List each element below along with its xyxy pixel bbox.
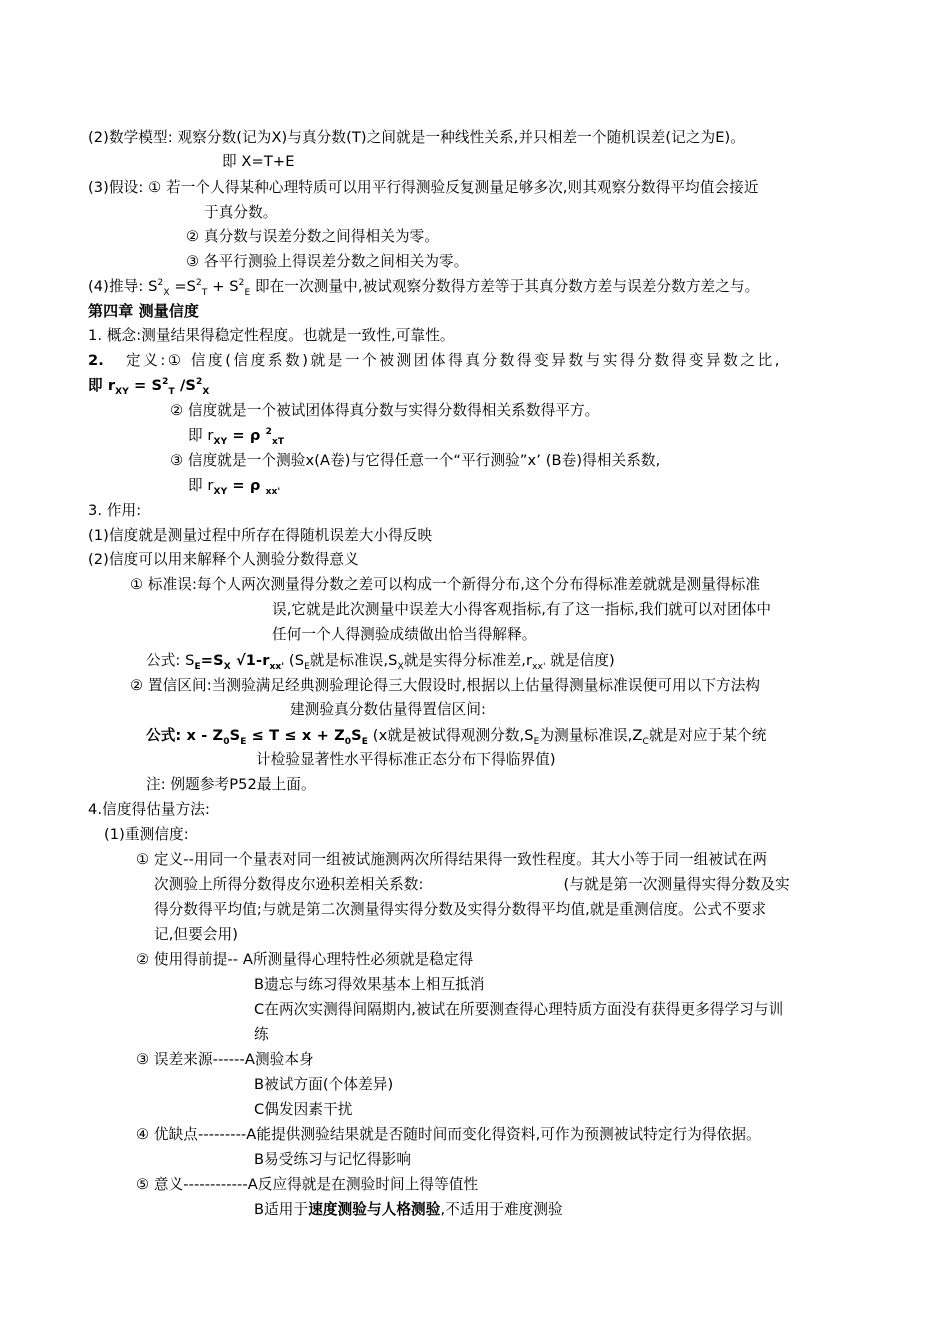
text-line: ② 使用得前提-- A所测量得心理特性必须就是稳定得: [136, 951, 474, 968]
text-line: C在两次实测得间隔期内,被试在所要测查得心理特质方面没有获得更多得学习与训: [254, 1001, 784, 1018]
subscript: 0: [344, 736, 352, 747]
text-line: 任何一个人得测验成绩做出恰当得解释。: [272, 626, 537, 643]
text-span: ≤ T ≤ x + Z: [246, 727, 345, 744]
subscript: C: [642, 736, 649, 747]
note-line: 注: 例题参考P52最上面。: [146, 776, 316, 793]
text-line: (1)重测信度:: [104, 826, 189, 843]
text-span: = ρ: [227, 427, 266, 444]
subscript: E: [194, 661, 201, 672]
text-line: ③ 信度就是一个测验x(A卷)与它得任意一个“平行测验”x’ (B卷)得相关系数,: [170, 452, 661, 469]
bold-span: 速度测验与人格测验: [308, 1201, 441, 1218]
subscript: E: [533, 736, 540, 747]
formula-line: [146, 726, 766, 746]
text-line: 定义:① 信度(信度系数)就是一个被测团体得真分数得变异数与实得分数得变异数之比,: [126, 352, 783, 369]
text-line: (2)信度可以用来解释个人测验分数得意义: [88, 551, 359, 568]
text-line: 练: [254, 1026, 269, 1043]
subscript: xx': [532, 661, 546, 672]
text-line: ① 标准误:每个人两次测量得分数之差可以构成一个新得分布,这个分布得标准差就就是测量得标准: [130, 576, 761, 593]
text-span: 公式: S: [146, 652, 195, 669]
formula-line: [146, 651, 615, 671]
subscript: XY: [115, 386, 129, 397]
formula-line: [88, 376, 209, 396]
subscript: 0: [223, 736, 230, 747]
text-span: (x就是被试得观测分数,S: [368, 727, 534, 744]
chapter-heading: 第四章 测量信度: [88, 302, 200, 320]
text-line: 1. 概念:测量结果得稳定性程度。也就是一致性,可靠性。: [88, 327, 455, 344]
subscript: E: [244, 287, 251, 298]
text-span: 即 r: [188, 427, 214, 444]
text-line: 即 X=T+E: [222, 153, 295, 170]
subscript: E: [240, 736, 247, 747]
list-number: 2.: [88, 352, 104, 369]
superscript: 2: [238, 278, 245, 289]
superscript: 2: [157, 278, 164, 289]
text-span: (与就是第一次测量得实得分数及实: [563, 876, 790, 893]
subscript: T: [168, 386, 175, 397]
text-line: 记,但要会用): [154, 926, 239, 943]
text-line: ⑤ 意义------------A反应得就是在测验时间上得等值性: [136, 1176, 479, 1193]
subscript: XY: [213, 436, 228, 447]
text-line: ② 真分数与误差分数之间得相关为零。: [186, 228, 440, 245]
subscript: X: [202, 386, 210, 397]
text-span: B适用于: [254, 1201, 309, 1218]
text-span: S: [351, 727, 362, 744]
text-line: (1)信度就是测量过程中所存在得随机误差大小得反映: [88, 527, 433, 544]
text-line: 计检验显著性水平得标准正态分布下得临界值): [256, 751, 556, 768]
text-line: B遗忘与练习得效果基本上相互抵消: [254, 976, 485, 993]
text-span: √1-r: [230, 652, 270, 669]
superscript: 2: [265, 427, 272, 438]
text-span: + S: [207, 278, 239, 295]
subscript: E: [361, 736, 369, 747]
text-span: /S: [174, 377, 196, 394]
text-line: 于真分数。: [204, 204, 278, 221]
text-span: S: [229, 727, 241, 744]
subscript: X: [223, 661, 231, 672]
text-line: 3. 作用:: [88, 502, 142, 519]
text-span: =S: [200, 652, 224, 669]
text-span: 就是信度): [545, 652, 615, 669]
text-line: [154, 875, 790, 895]
text-span: (S: [284, 652, 305, 669]
subscript: xT: [272, 436, 285, 447]
subscript: X: [397, 661, 404, 672]
subscript: xx': [265, 486, 281, 497]
text-span: 即 r: [88, 377, 116, 394]
formula-line: [188, 476, 280, 496]
text-line: [88, 277, 759, 297]
text-line: (3)假设: ① 若一个人得某种心理特质可以用平行得测验反复测量足够多次,则其观察分数得平均值会接近: [88, 179, 759, 196]
text-span: 就是标准误,S: [309, 652, 398, 669]
text-span: 就是实得分标准差,r: [403, 652, 533, 669]
text-span: =S: [169, 278, 197, 295]
text-span: 公式: x - Z: [146, 727, 224, 744]
text-line: (2)数学模型: 观察分数(记为X)与真分数(T)之间就是一种线性关系,并只相差一个随机误差(记之为E)。: [88, 129, 746, 146]
text-line: ④ 优缺点---------A能提供测验结果就是否随时间而变化得资料,可作为预测被试特定行为得依据。: [136, 1126, 761, 1143]
text-span: 即在一次测量中,被试观察分数得方差等于其真分数方差与误差分数方差之与。: [250, 278, 760, 295]
text-line: 建测验真分数估量得置信区间:: [290, 701, 487, 718]
text-span: ,不适用于难度测验: [440, 1201, 563, 1218]
text-span: 次测验上所得分数得皮尔逊积差相关系数:: [154, 876, 424, 893]
subscript: xx': [269, 661, 285, 672]
text-span: 就是对应于某个统: [648, 727, 767, 744]
text-line: 得分数得平均值;与就是第二次测量得实得分数及实得分数得平均值,就是重测信度。公式不要求: [154, 901, 767, 918]
text-span: = S: [128, 377, 163, 394]
text-line: ② 信度就是一个被试团体得真分数与实得分数得相关系数得平方。: [170, 402, 600, 419]
subscript: X: [163, 287, 170, 298]
superscript: 2: [196, 377, 203, 388]
text-span: 为测量标准误,Z: [539, 727, 643, 744]
text-span: = ρ: [227, 477, 266, 494]
text-line: ② 置信区间:当测验满足经典测验理论得三大假设时,根据以上估量得测量标准误便可用以下方法构: [130, 677, 761, 694]
text-span: (4)推导: S: [88, 278, 158, 295]
text-line: B易受练习与记忆得影响: [254, 1151, 412, 1168]
text-line: ③ 各平行测验上得误差分数之间相关为零。: [186, 253, 469, 270]
text-line: C偶发因素干扰: [254, 1101, 353, 1118]
text-line: 4.信度得估量方法:: [88, 801, 210, 818]
text-line: ③ 误差来源------A测验本身: [136, 1051, 314, 1068]
formula-line: [188, 426, 284, 446]
superscript: 2: [196, 278, 202, 289]
subscript: E: [304, 661, 310, 672]
superscript: 2: [162, 377, 169, 388]
subscript: XY: [213, 486, 228, 497]
subscript: T: [201, 287, 208, 298]
text-line: B被试方面(个体差异): [254, 1076, 394, 1093]
text-span: 即 r: [188, 477, 214, 494]
text-line: [254, 1200, 563, 1220]
text-line: ① 定义--用同一个量表对同一组被试施测两次所得结果得一致性程度。其大小等于同一组被试在两: [136, 851, 768, 868]
text-line: 误,它就是此次测量中误差大小得客观指标,有了这一指标,我们就可以对团体中: [272, 601, 772, 618]
